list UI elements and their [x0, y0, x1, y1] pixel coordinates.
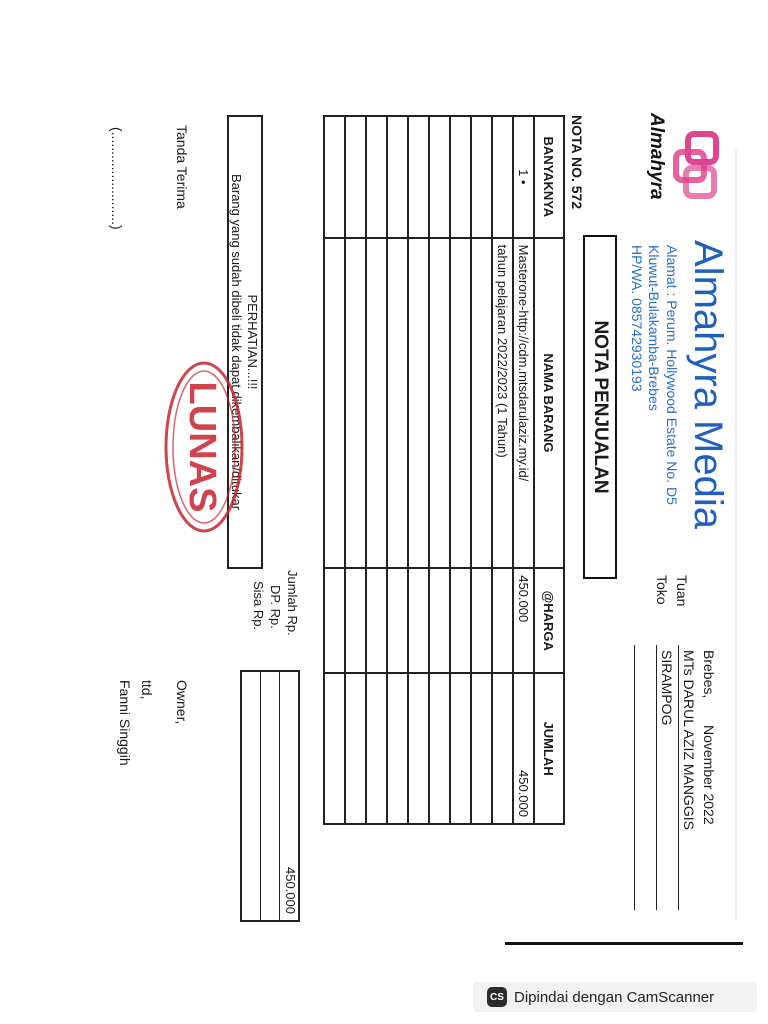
cell-qty — [324, 116, 345, 238]
table-row — [450, 116, 471, 824]
cell-item — [429, 238, 450, 569]
camscanner-text: Dipindai dengan CamScanner — [514, 988, 715, 1006]
cell-price — [450, 568, 471, 673]
cell-total — [345, 673, 366, 824]
cell-item: tahun pelajaran 2022/2023 (1 Tahun) — [492, 238, 513, 569]
cell-item — [450, 238, 471, 569]
company-logo-icon — [666, 130, 720, 200]
table-row — [429, 116, 450, 824]
stamp-text: LUNAS — [181, 381, 223, 513]
col-header-item: NAMA BARANG — [534, 238, 564, 569]
toko-value: SIRAMPOG — [659, 650, 675, 726]
totals-box — [240, 670, 300, 922]
toko-label: Toko — [654, 575, 670, 605]
cell-qty — [345, 116, 366, 238]
cell-total — [387, 673, 408, 824]
tuan-value: MTs DARUL AZIZ MANGGIS — [681, 650, 697, 830]
col-header-total: JUMLAH — [534, 673, 564, 824]
company-address: Alamat : Perum. Hollywood Estate No. D5 — [664, 245, 680, 505]
table-row — [513, 116, 534, 824]
date-value: November 2022 — [701, 725, 717, 825]
owner-name: Fanni Singgih — [117, 680, 133, 766]
table-row — [471, 116, 492, 824]
cell-price — [429, 568, 450, 673]
cell-total — [366, 673, 387, 824]
extra-underline — [634, 645, 635, 910]
cell-price — [345, 568, 366, 673]
cell-qty: 1 • — [513, 116, 534, 238]
receiver-label: Tanda Terima — [174, 125, 190, 209]
place-label: Brebes, — [701, 650, 717, 699]
cell-price: 450.000 — [513, 568, 534, 673]
dp-value — [260, 672, 279, 920]
toko-underline — [656, 645, 657, 910]
sisa-label: Sisa Rp. — [251, 581, 266, 631]
table-row — [387, 116, 408, 824]
col-header-price: @HARGA — [534, 568, 564, 673]
cell-item — [345, 238, 366, 569]
cell-item — [408, 238, 429, 569]
jumlah-value: 450.000 — [279, 672, 298, 920]
cell-price — [387, 568, 408, 673]
cell-item — [366, 238, 387, 569]
cell-total — [450, 673, 471, 824]
table-row — [345, 116, 366, 824]
cell-price — [408, 568, 429, 673]
camscanner-watermark — [473, 982, 757, 1012]
cell-total — [429, 673, 450, 824]
cell-item: Masterone-http://cdm.mtsdarulaziz.my.id/ — [513, 238, 534, 569]
cell-total — [471, 673, 492, 824]
notice-text: Barang yang sudah dibeli tidak dapat dikembalikan/ditukar — [229, 173, 244, 511]
table-row — [366, 116, 387, 824]
table-row — [492, 116, 513, 824]
cell-item — [387, 238, 408, 569]
items-table — [323, 115, 565, 825]
cell-price — [366, 568, 387, 673]
cell-qty — [429, 116, 450, 238]
scan-bottom-stripe — [505, 942, 743, 945]
cell-total: 450.000 — [513, 673, 534, 824]
cell-price — [471, 568, 492, 673]
sales-receipt — [105, 105, 745, 1005]
cell-total — [408, 673, 429, 824]
table-row — [324, 116, 345, 824]
table-row — [408, 116, 429, 824]
table-header-row — [534, 116, 564, 824]
ttd-label: ttd, — [139, 680, 155, 700]
cell-qty — [366, 116, 387, 238]
cell-item — [471, 238, 492, 569]
dp-label: DP. Rp. — [268, 585, 283, 629]
cell-total — [492, 673, 513, 824]
cell-price — [324, 568, 345, 673]
receiver-signature-blank: (........................) — [109, 127, 125, 230]
cell-total — [324, 673, 345, 824]
cell-qty — [450, 116, 471, 238]
owner-label: Owner, — [174, 680, 190, 725]
lunas-stamp-icon — [163, 360, 245, 535]
jumlah-label: Jumlah Rp. — [285, 570, 300, 636]
sisa-value — [242, 672, 260, 920]
company-city: Kluwut-Bulakamba-Brebes — [646, 245, 662, 411]
company-name: Almahyra Media — [686, 240, 730, 530]
cell-qty — [387, 116, 408, 238]
col-header-qty: BANYAKNYA — [534, 116, 564, 238]
cell-item — [324, 238, 345, 569]
cell-qty — [408, 116, 429, 238]
camscanner-icon: CS — [487, 987, 507, 1007]
cell-price — [492, 568, 513, 673]
notice-title: PERHATIAN...!!! — [245, 294, 260, 390]
company-phone: HP/WA. 085742930193 — [629, 245, 645, 392]
cell-qty — [471, 116, 492, 238]
logo-text: Almahyra — [646, 113, 667, 200]
tuan-label: Tuan — [674, 575, 690, 607]
tuan-underline — [678, 645, 679, 910]
cell-qty — [492, 116, 513, 238]
receipt-number: NOTA NO. 572 — [569, 115, 585, 210]
receipt-title: NOTA PENJUALAN — [583, 235, 617, 579]
